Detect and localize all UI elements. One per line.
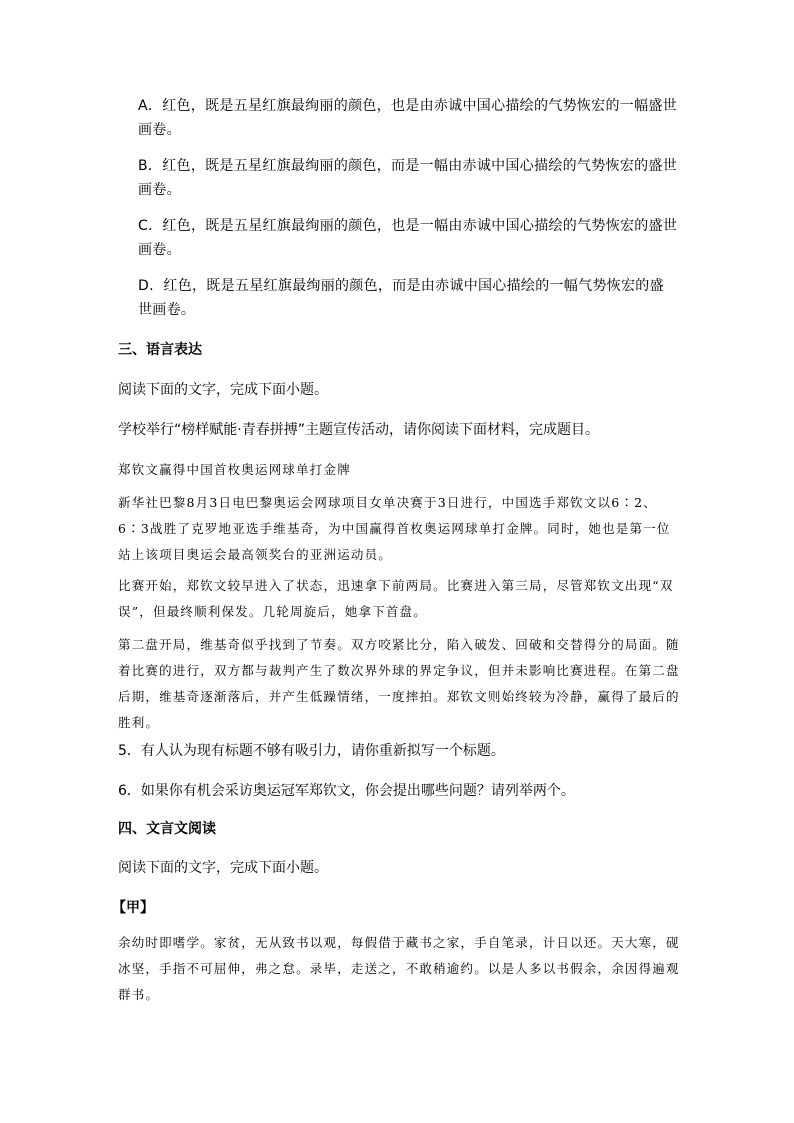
instruction-text: 阅读下面的文字，完成下面小题。 [118,860,328,876]
article-paragraph: 新华社巴黎8月3日电巴黎奥运会网球项目女单决赛于3日进行，中国选手郑钦文以6∶2、6∶3战胜了克罗地亚选手维基奇，为中国赢得首枚奥运网球单打金牌。同时，她也是第一位站上该项目奥运会最高领奖台的亚洲运动员。 [118,495,671,562]
question-5: 5．有人认为现有标题不够有吸引力，请你重新拟写一个标题。 [118,743,505,759]
option-letter: C． [138,218,163,234]
option-text: 红色，既是五星红旗最绚丽的颜色，而是一幅由赤诚中国心描绘的气势恢宏的盛世画卷。 [138,158,678,198]
option-c [138,214,678,262]
passage-label: 【甲】 [112,900,154,916]
section-heading: 四、文言文阅读 [118,821,216,837]
option-letter: B． [138,158,163,174]
intro-text: 学校举行“榜样赋能·青春拼搏”主题宣传活动，请你阅读下面材料，完成题目。 [118,422,599,438]
article-paragraph: 比赛开始，郑钦文较早进入了状态，迅速拿下前两局。比赛进入第三局，尽管郑钦文出现“双误”，但最终顺利保发。几轮周旋后，她拿下首盘。 [118,578,674,619]
option-d [138,274,678,322]
instruction-text: 阅读下面的文字，完成下面小题。 [118,382,328,398]
option-b [138,154,678,202]
option-text: 红色，既是五星红旗最绚丽的颜色，而是由赤诚中国心描绘的一幅气势恢宏的盛世画卷。 [138,278,664,318]
option-letter: D． [138,278,164,294]
article-title: 郑钦文赢得中国首枚奥运网球单打金牌 [118,462,351,477]
classical-passage: 余幼时即嗜学。家贫，无从致书以观，每假借于藏书之家，手自笔录，计日以还。天大寒，砚冰坚，手指不可屈伸，弗之怠。录毕，走送之，不敢稍逾约。以是人多以书假余，余因得遍观群书。 [118,935,680,1002]
option-text: 红色，既是五星红旗最绚丽的颜色，也是一幅由赤诚中国心描绘的气势恢宏的盛世画卷。 [138,218,678,258]
option-a [138,94,678,142]
option-letter: A． [138,98,163,114]
article-paragraph: 第二盘开局，维基奇似乎找到了节奏。双方咬紧比分，陷入破发、回破和交替得分的局面。随着比赛的进行，双方都与裁判产生了数次界外球的界定争议，但并未影响比赛进程。在第二盘后期，维基奇逐渐落后，并产生低躁情绪，一度摔拍。郑钦文则始终较为冷静，赢得了最后的胜利。 [118,637,680,730]
section-heading: 三、语言表达 [118,342,202,358]
question-6: 6．如果你有机会采访奥运冠军郑钦文，你会提出哪些问题？请列举两个。 [118,783,575,799]
option-text: 红色，既是五星红旗最绚丽的颜色，也是由赤诚中国心描绘的气势恢宏的一幅盛世画卷。 [138,98,677,138]
